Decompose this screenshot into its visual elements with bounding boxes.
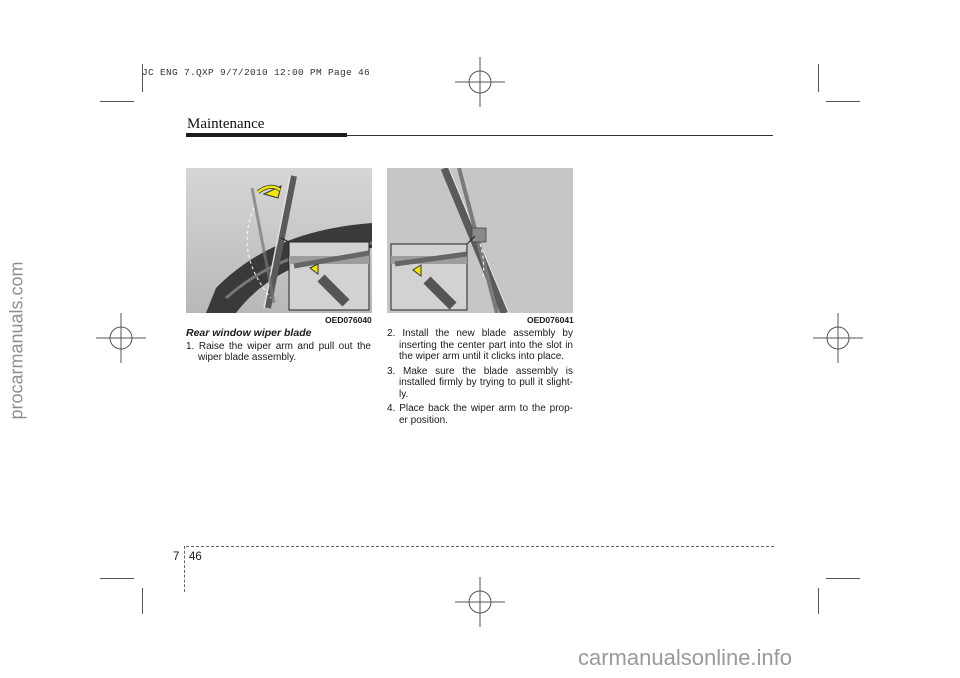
step-2: 2. Install the new blade assembly by inserting the center part into the slot in the wiper arm until it clicks into place.	[387, 328, 573, 362]
section-title: Maintenance	[187, 116, 265, 132]
watermark-bottom[interactable]: carmanualsonline.info	[578, 645, 793, 670]
figure-code: OED076040	[325, 315, 372, 325]
figure-code: OED076041	[527, 315, 574, 325]
registration-mark-right-icon	[813, 313, 863, 363]
header-rule	[347, 135, 773, 136]
crop-mark	[818, 588, 819, 614]
step-4: 4. Place back the wiper arm to the prop-er position.	[387, 403, 573, 426]
wiper-raise-illustration	[186, 168, 372, 313]
crop-mark	[142, 588, 143, 614]
footer-rule	[186, 546, 774, 547]
crop-mark	[826, 578, 860, 579]
right-column	[387, 328, 573, 429]
registration-mark-top-icon	[455, 57, 505, 107]
left-column	[186, 328, 371, 367]
watermark-left[interactable]: procarmanuals.com	[6, 261, 27, 420]
page-chapter: 7	[173, 551, 180, 563]
step-3: 3. Make sure the blade assembly is installed firmly by trying to pull it slight-ly.	[387, 365, 573, 400]
step-1: 1. Raise the wiper arm and pull out the wiper blade assembly.	[186, 340, 371, 363]
subheading: Rear window wiper blade	[186, 327, 312, 339]
crop-mark	[100, 578, 134, 579]
footer-rule	[184, 546, 185, 592]
figure-wiper-install	[387, 168, 573, 313]
crop-mark	[818, 64, 819, 92]
wiper-install-illustration	[387, 168, 573, 313]
crop-mark	[100, 101, 134, 102]
print-slug: JC ENG 7.QXP 9/7/2010 12:00 PM Page 46	[142, 67, 371, 78]
header-rule	[186, 133, 347, 137]
registration-mark-left-icon	[96, 313, 146, 363]
crop-mark	[826, 101, 860, 102]
figure-wiper-raise	[186, 168, 372, 313]
registration-mark-bottom-icon	[455, 577, 505, 627]
page-number: 46	[189, 551, 202, 563]
